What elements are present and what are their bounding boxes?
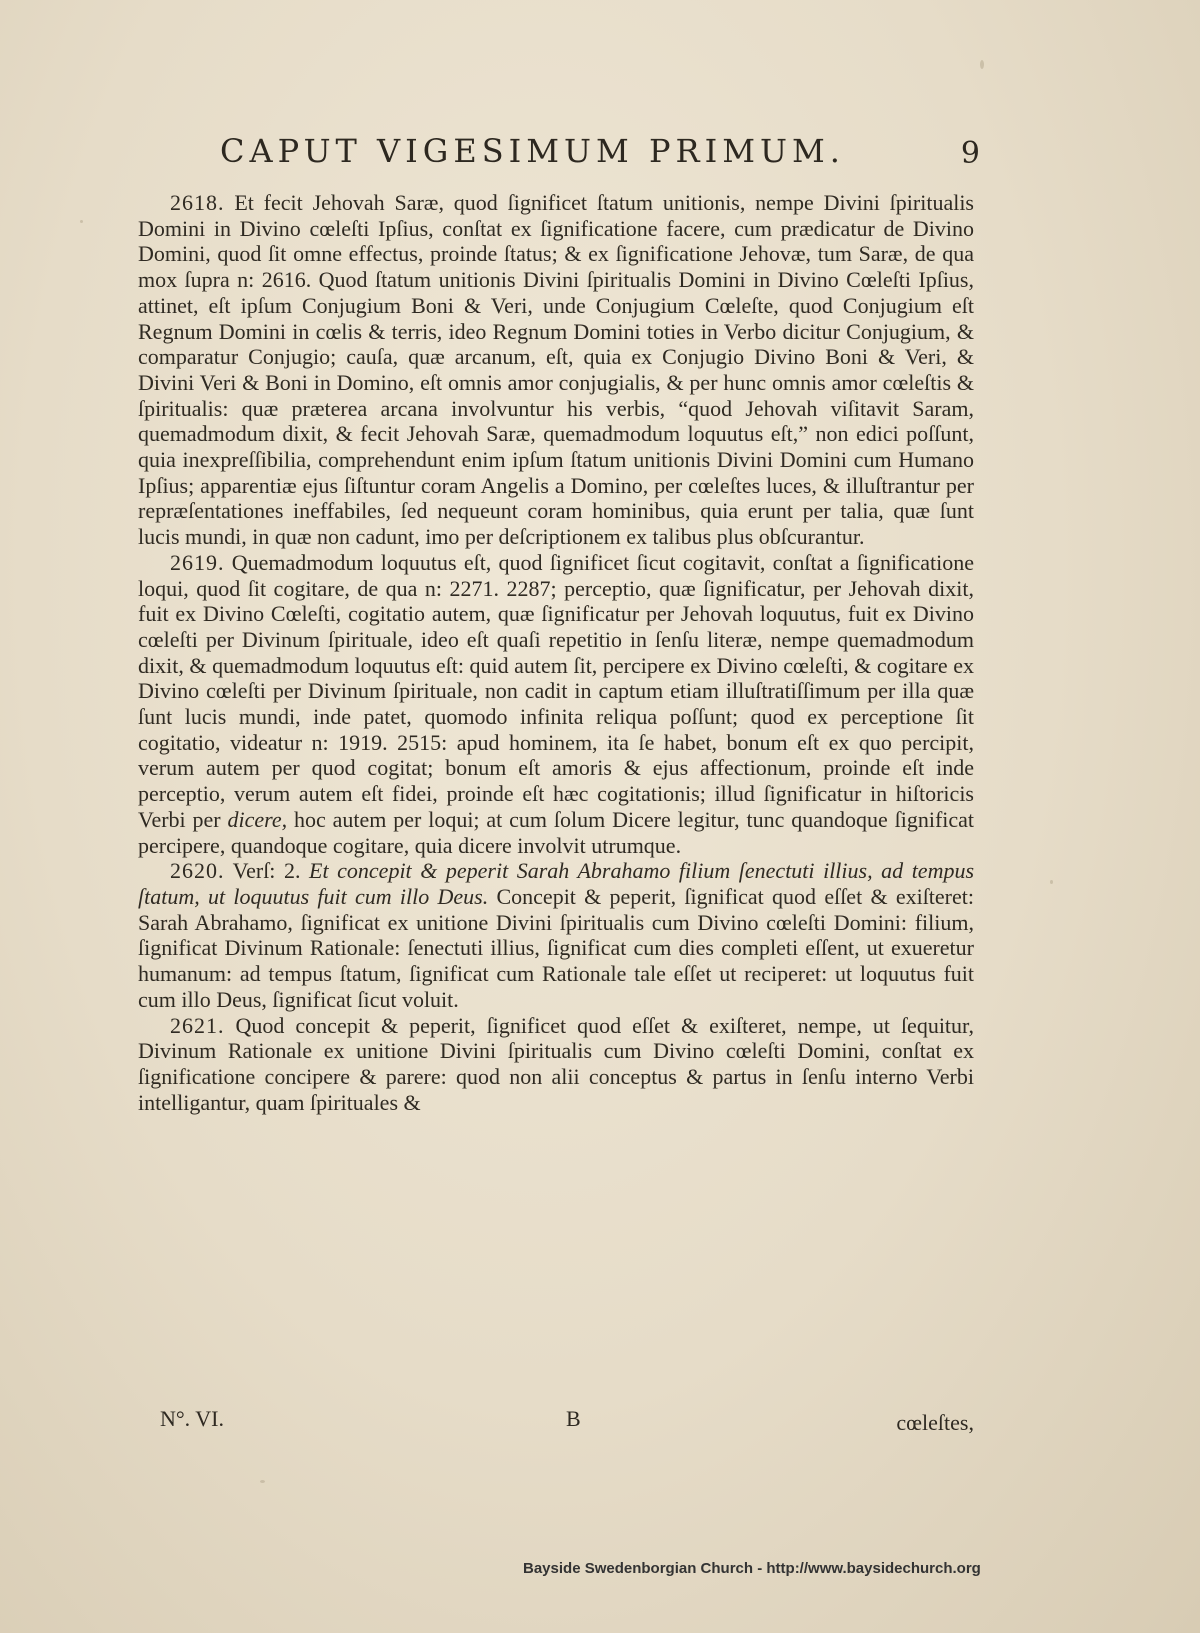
paper-speck (980, 60, 984, 69)
signature-mark: N°. VI. (160, 1406, 225, 1431)
verse-quotation: Et concepit & peperit Sarah Abrahamo filium ſenectuti illius, ad tempus ſtatum, ut loquutus fuit cum illo Deus. (138, 858, 975, 909)
paragraph-2620 (138, 858, 974, 1012)
paper-speck (260, 1480, 265, 1483)
italic-term: dicere, (227, 806, 288, 832)
paragraph-number: 2618. (170, 190, 225, 215)
paragraph-text: Et fecit Jehovah Saræ, quod ſignificet ſtatum unitionis, nempe Divini ſpiritualis Domini in Divino cœleſti Ipſius, conſtat ex ſignificatione facere, cum prædicatur de Divino Domini, quod ſit omne effectus, proinde ſtatus; & ex ſignificatione Jehovæ, tum Saræ, de qua mox ſupra n: 2616. Quod ſtatum unitionis Divini ſpiritualis Domini in Divino Cœleſti Ipſius, attinet, eſt ipſum Conjugium Boni & Veri, unde Conjugium Cœleſte, quod Conjugium eſt Regnum Domini in cœlis & terris, ideo Regnum Domini toties in Verbo dicitur Conjugium, & comparatur Conjugio; cauſa, quæ arcanum, eſt, quia ex Conjugio Divino Boni & Veri, & Divini Veri & Boni in Domino, eſt omnis amor conjugialis, & per hunc omnis amor cœleſtis & ſpiritualis: quæ præterea arcana involvuntur his verbis, “quod Jehovah viſitavit Saram, quemadmodum dixit, & fecit Jehovah Saræ, quemadmodum loquutus eſt,” non edici poſſunt, quia inexpreſſibilia, comprehendunt enim ipſum ſtatum unitionis Divini Domini cum Humano Ipſius; apparentiæ ejus ſiſtuntur coram Angelis a Domino, per cœleſtes luces, & illuſtrantur per repræſentationes ineffabiles, ſed nequeunt coram hominibus, quia erunt per talia, quæ ſunt lucis mundi, in quæ non cadunt, imo per deſcriptionem ex talibus plus obſcurantur. (138, 190, 974, 550)
source-watermark: Bayside Swedenborgian Church - http://www.baysidechurch.org (523, 1560, 981, 1577)
paragraph-2618 (138, 190, 974, 550)
paragraph-text: Quemadmodum loquutus eſt, quod ſignificet ſicut cogitavit, conſtat a ſignificatione loqui, quod ſit cogitare, de qua n: 2271. 2287; perceptio, quæ ſignificatur, per Jehovah dixit, fuit ex Divino Cœleſti, cogitatio autem, quæ ſignificatur per Jehovah loquutus, fuit ex Divino cœleſti per Divinum ſpirituale, ideo eſt quaſi repetitio in ſenſu literæ, nempe quemadmodum dixit, & quemadmodum loquutus eſt: quid autem ſit, percipere ex Divino cœleſti, & cogitare ex Divino cœleſti per Divinum ſpirituale, non cadit in captum etiam illuſtratiſſimum per illa quæ ſunt lucis mundi, inde patet, quomodo infinita reliqua poſſunt; quod ex perceptione ſit cogitatio, videatur n: 1919. 2515: apud hominem, ita ſe habet, bonum eſt ex quo percipit, verum autem per quod cogitat; bonum eſt amoris & ejus affectionum, proinde eſt inde perceptio, verum autem eſt fidei, proinde eſt hæc cogitationis; illud ſignificatur in hiſtoricis Verbi per (138, 549, 975, 832)
paragraph-text: Concepit & peperit, ſignificat quod eſſet & exiſteret: Sarah Abrahamo, ſignificat ex unitione Divini ſpiritualis cum Divino cœleſti Domini: filium, ſignificat Divinum Rationale: ſenectuti illius, ſignificat cum dies completi eſſent, ut exueretur humanum: ad tempus ſtatum, ſignificat cum Rationale tale eſſet ut reciperet: ut loquutus fuit cum illo Deus, ſignificat ſicut voluit. (138, 883, 974, 1012)
running-head (140, 132, 980, 180)
paragraph-number: 2621. (170, 1012, 225, 1038)
paper-speck (1050, 880, 1053, 884)
paragraph-number: 2619. (170, 549, 225, 575)
page-number: 9 (960, 136, 980, 171)
paragraph-2621 (138, 1013, 974, 1116)
page-title: CAPUT VIGESIMUM PRIMUM. (220, 132, 845, 170)
paragraph-number: 2620. (170, 858, 225, 884)
paragraph-text: Quod concepit & peperit, ſignificet quod eſſet & exiſteret, nempe, ut ſequitur, Divinum Rationale ex unitione Divini ſpiritualis cum Divino cœleſti Domini, conſtat ex ſignificatione concipere & parere: quod non alii conceptus & partus in ſenſu interno Verbi intelligantur, quam ſpirituales & (138, 1012, 974, 1115)
sheet-letter: B (566, 1406, 581, 1431)
paragraph-text-continued: hoc autem per loqui; at cum ſolum Dicere legitur, tunc quandoque ſignificat percipere, quandoque cogitare, quia dicere involvit utrumque. (138, 806, 975, 858)
paragraph-2619 (138, 550, 974, 858)
catchword: cœleſtes, (896, 1410, 974, 1435)
verse-label: Verſ: 2. (232, 858, 301, 884)
body-text (138, 190, 974, 1115)
page-footer (138, 1406, 974, 1436)
paper-speck (80, 220, 83, 223)
